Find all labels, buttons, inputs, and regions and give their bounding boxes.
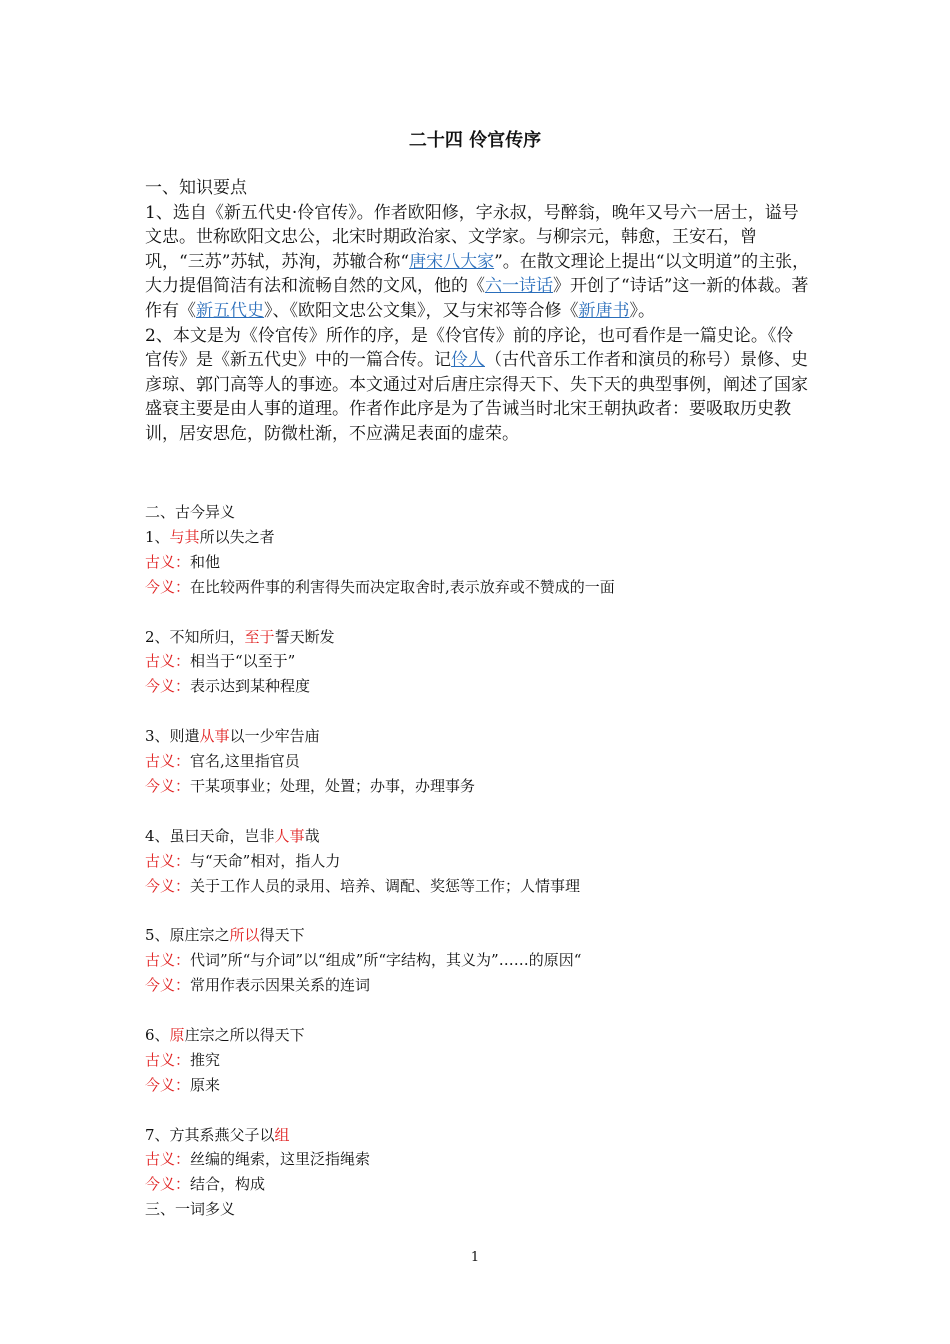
ancient-meaning: 古义：代词”所“与介词”以“组成”所“字结构，其义为”……的原因“ (145, 951, 582, 970)
spacer (145, 998, 810, 1023)
section-knowledge-points (145, 176, 810, 447)
ancient-meaning: 古义：相当于“以至于” (145, 652, 296, 671)
ancient-meaning: 古义：与“天命”相对，指人力 (145, 851, 341, 870)
modern-meaning: 今义：原来 (145, 1075, 221, 1094)
highlighted-word: 至于 (244, 627, 275, 646)
list-item (145, 724, 810, 799)
modern-meaning: 今义：干某项事业；处理，处置；办事，办理事务 (145, 776, 476, 795)
document-title: 二十四 伶官传序 (408, 130, 542, 151)
section-ancient-modern-meanings (145, 500, 810, 1222)
highlighted-word: 所以 (229, 926, 260, 945)
modern-meaning: 今义：常用作表示因果关系的连词 (145, 976, 371, 995)
ancient-meaning: 古义：和他 (145, 552, 221, 571)
spacer (145, 898, 810, 923)
section-heading: 二、古今异义 (145, 503, 236, 521)
link-xin-tang-shu[interactable]: 新唐书 (578, 300, 630, 321)
highlighted-word: 从事 (199, 727, 230, 746)
spacer (145, 699, 810, 724)
highlighted-word: 原 (169, 1025, 185, 1044)
link-lingren[interactable]: 伶人 (451, 350, 485, 371)
example-sentence: 7、方其系燕父子以组 (145, 1125, 290, 1144)
link-liuyi-shihua[interactable]: 六一诗话 (485, 276, 553, 297)
ancient-meaning: 古义：官名,这里指官员 (145, 752, 300, 771)
modern-meaning: 今义：表示达到某种程度 (145, 677, 311, 696)
list-item (145, 1023, 810, 1098)
paragraph-author-intro: 1、选自《新五代史·伶官传》。作者欧阳修，字永叔，号醉翁，晚年又号六一居士，谥号文忠。世称欧阳文忠公，北宋时期政治家、文学家。与柳宗元，韩愈，王安石，曾巩，“三苏”苏轼，苏洵，苏辙合称“唐宋八大家”。在散文理论上提出“以文明道”的主张，大力提倡简洁有法和流畅自然的文风，他的《六一诗话》开创了“诗话”这一新的体裁。著作有《新五代史》、《欧阳文忠公文集》，又与宋祁等合修《新唐书》。 (145, 202, 810, 321)
highlighted-word: 组 (274, 1125, 290, 1144)
link-tang-song-eight-masters[interactable]: 唐宋八大家 (409, 251, 495, 272)
list-item (145, 824, 810, 899)
section-heading: 一、知识要点 (145, 178, 247, 198)
example-sentence: 3、则遣从事以一少牢告庙 (145, 727, 320, 746)
highlighted-word: 人事 (274, 826, 305, 845)
example-sentence: 2、不知所归，至于誓天断发 (145, 627, 335, 646)
example-sentence: 1、与其所以失之者 (145, 527, 275, 546)
list-item (145, 525, 810, 600)
modern-meaning: 今义：在比较两件事的利害得失而决定取舍时,表示放弃或不赞成的一面 (145, 577, 615, 596)
ancient-meaning: 古义：丝编的绳索，这里泛指绳索 (145, 1150, 371, 1169)
page-number: 1 (470, 1250, 480, 1265)
example-sentence: 5、原庄宗之所以得天下 (145, 926, 305, 945)
list-item (145, 1123, 810, 1198)
link-xin-wudai-shi[interactable]: 新五代史 (196, 300, 264, 321)
section-heading: 三、一词多义 (145, 1200, 236, 1219)
spacer (145, 1098, 810, 1123)
example-sentence: 4、虽曰天命，岂非人事哉 (145, 826, 320, 845)
paragraph-text-intro: 2、本文是为《伶官传》所作的序，是《伶官传》前的序论，也可看作是一篇史论。《伶官传》是《新五代史》中的一篇合传。记伶人（古代音乐工作者和演员的称号）景修、史彦琼、郭门高等人的事迹。本文通过对后唐庄宗得天下、失下天的典型事例，阐述了国家盛衰主要是由人事的道理。作者作此序是为了告诫当时北宋王朝执政者：要吸取历史教训，居安思危，防微杜渐，不应满足表面的虚荣。 (145, 325, 808, 444)
modern-meaning: 今义：结合，构成 (145, 1175, 266, 1194)
highlighted-word: 与其 (169, 527, 200, 546)
example-sentence: 6、原庄宗之所以得天下 (145, 1025, 305, 1044)
spacer (145, 600, 810, 625)
list-item (145, 625, 810, 700)
spacer (145, 799, 810, 824)
ancient-meaning: 古义：推究 (145, 1050, 221, 1069)
list-item (145, 923, 810, 998)
modern-meaning: 今义：关于工作人员的录用、培养、调配、奖惩等工作；人情事理 (145, 876, 581, 895)
